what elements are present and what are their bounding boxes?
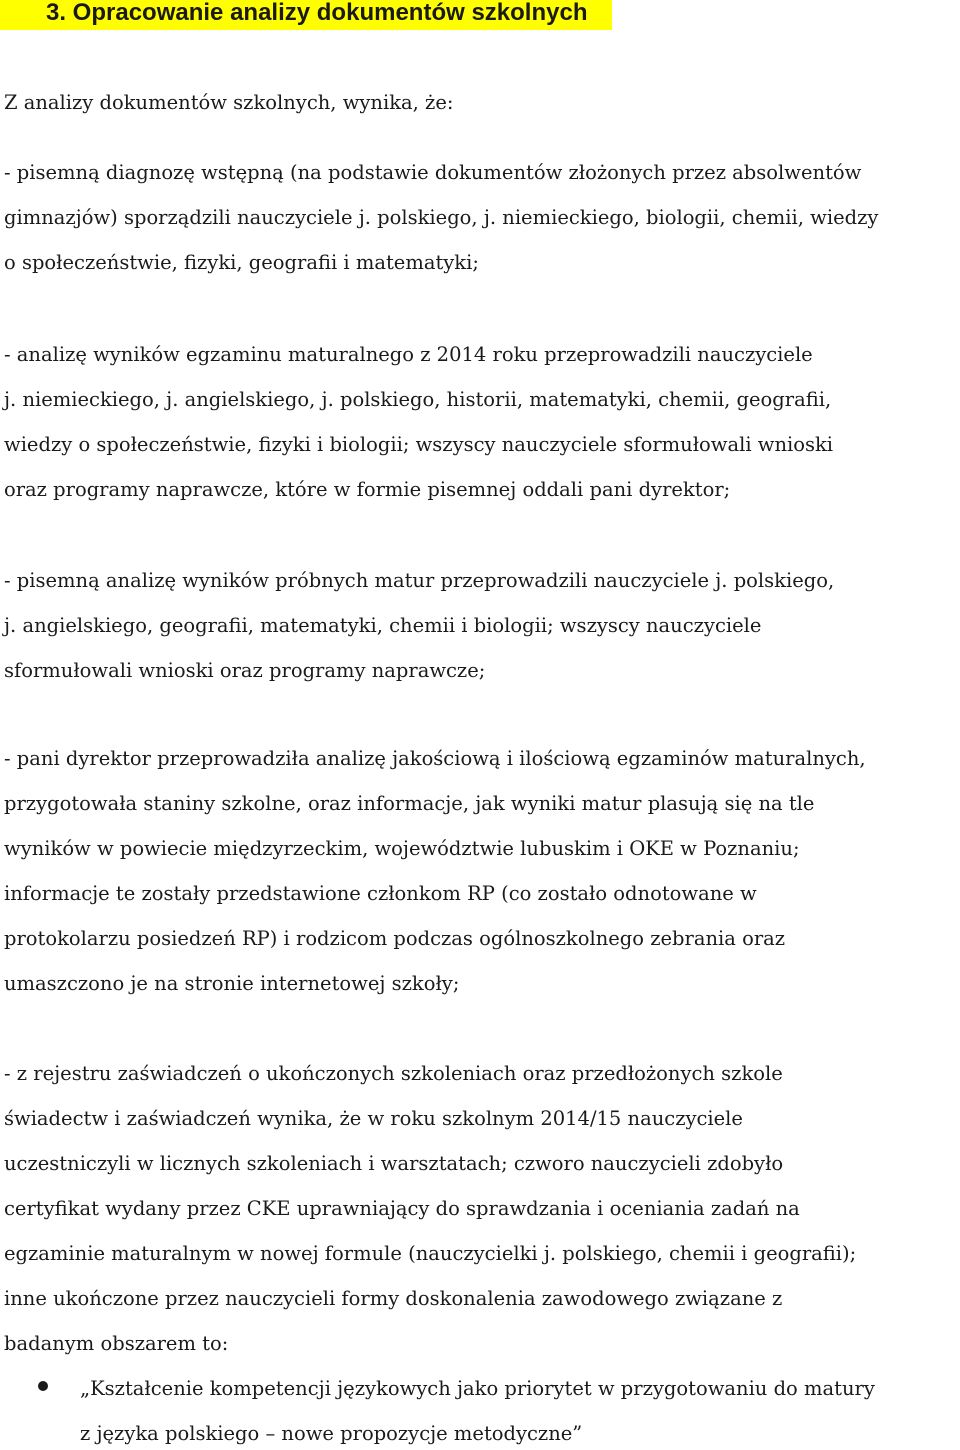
paragraph-3-line-3: sformułowali wnioski oraz programy naprawcze; <box>4 659 486 682</box>
paragraph-2-line-2: j. niemieckiego, j. angielskiego, j. polskiego, historii, matematyki, chemii, geografii, <box>4 388 832 411</box>
paragraph-4-line-5: protokolarzu posiedzeń RP) i rodzicom podczas ogólnoszkolnego zebrania oraz <box>4 927 786 950</box>
paragraph-4-line-1: - pani dyrektor przeprowadziła analizę jakościową i ilościową egzaminów maturalnych, <box>4 747 866 770</box>
bullet-item-line-1: „Kształcenie kompetencji językowych jako priorytet w przygotowaniu do matury <box>80 1377 875 1400</box>
paragraph-5-line-7: badanym obszarem to: <box>4 1332 229 1355</box>
paragraph-3-line-2: j. angielskiego, geografii, matematyki, chemii i biologii; wszyscy nauczyciele <box>4 614 762 637</box>
paragraph-4-line-6: umaszczono je na stronie internetowej szkoły; <box>4 972 460 995</box>
bullet-dot <box>38 1381 48 1391</box>
paragraph-1-line-3: o społeczeństwie, fizyki, geografii i matematyki; <box>4 251 479 274</box>
section-heading: 3. Opracowanie analizy dokumentów szkolnych <box>46 0 588 26</box>
bullet-item-line-2: z języka polskiego – nowe propozycje metodyczne” <box>80 1422 583 1445</box>
paragraph-4-line-4: informacje te zostały przedstawione członkom RP (co zostało odnotowane w <box>4 882 757 905</box>
paragraph-5-line-5: egzaminie maturalnym w nowej formule (nauczycielki j. polskiego, chemii i geografii); <box>4 1242 857 1265</box>
paragraph-4-line-2: przygotowała staniny szkolne, oraz informacje, jak wyniki matur plasują się na tle <box>4 792 815 815</box>
paragraph-5-line-6: inne ukończone przez nauczycieli formy doskonalenia zawodowego związane z <box>4 1287 783 1310</box>
paragraph-5-line-1: - z rejestru zaświadczeń o ukończonych szkoleniach oraz przedłożonych szkole <box>4 1062 783 1085</box>
paragraph-2-line-4: oraz programy naprawcze, które w formie pisemnej oddali pani dyrektor; <box>4 478 731 501</box>
paragraph-2-line-1: - analizę wyników egzaminu maturalnego z 2014 roku przeprowadzili nauczyciele <box>4 343 813 366</box>
paragraph-5-line-4: certyfikat wydany przez CKE uprawniający do sprawdzania i oceniania zadań na <box>4 1197 800 1220</box>
paragraph-5-line-2: świadectw i zaświadczeń wynika, że w roku szkolnym 2014/15 nauczyciele <box>4 1107 743 1130</box>
paragraph-1-line-1: - pisemną diagnozę wstępną (na podstawie dokumentów złożonych przez absolwentów <box>4 161 862 184</box>
paragraph-5-line-3: uczestniczyli w licznych szkoleniach i warsztatach; czworo nauczycieli zdobyło <box>4 1152 784 1175</box>
intro-text: Z analizy dokumentów szkolnych, wynika, że: <box>4 91 454 114</box>
paragraph-3-line-1: - pisemną analizę wyników próbnych matur przeprowadzili nauczyciele j. polskiego, <box>4 569 835 592</box>
paragraph-2-line-3: wiedzy o społeczeństwie, fizyki i biologii; wszyscy nauczyciele sformułowali wnioski <box>4 433 834 456</box>
paragraph-1-line-2: gimnazjów) sporządzili nauczyciele j. polskiego, j. niemieckiego, biologii, chemii, wiedzy <box>4 206 879 229</box>
paragraph-4-line-3: wyników w powiecie międzyrzeckim, województwie lubuskim i OKE w Poznaniu; <box>4 837 800 860</box>
